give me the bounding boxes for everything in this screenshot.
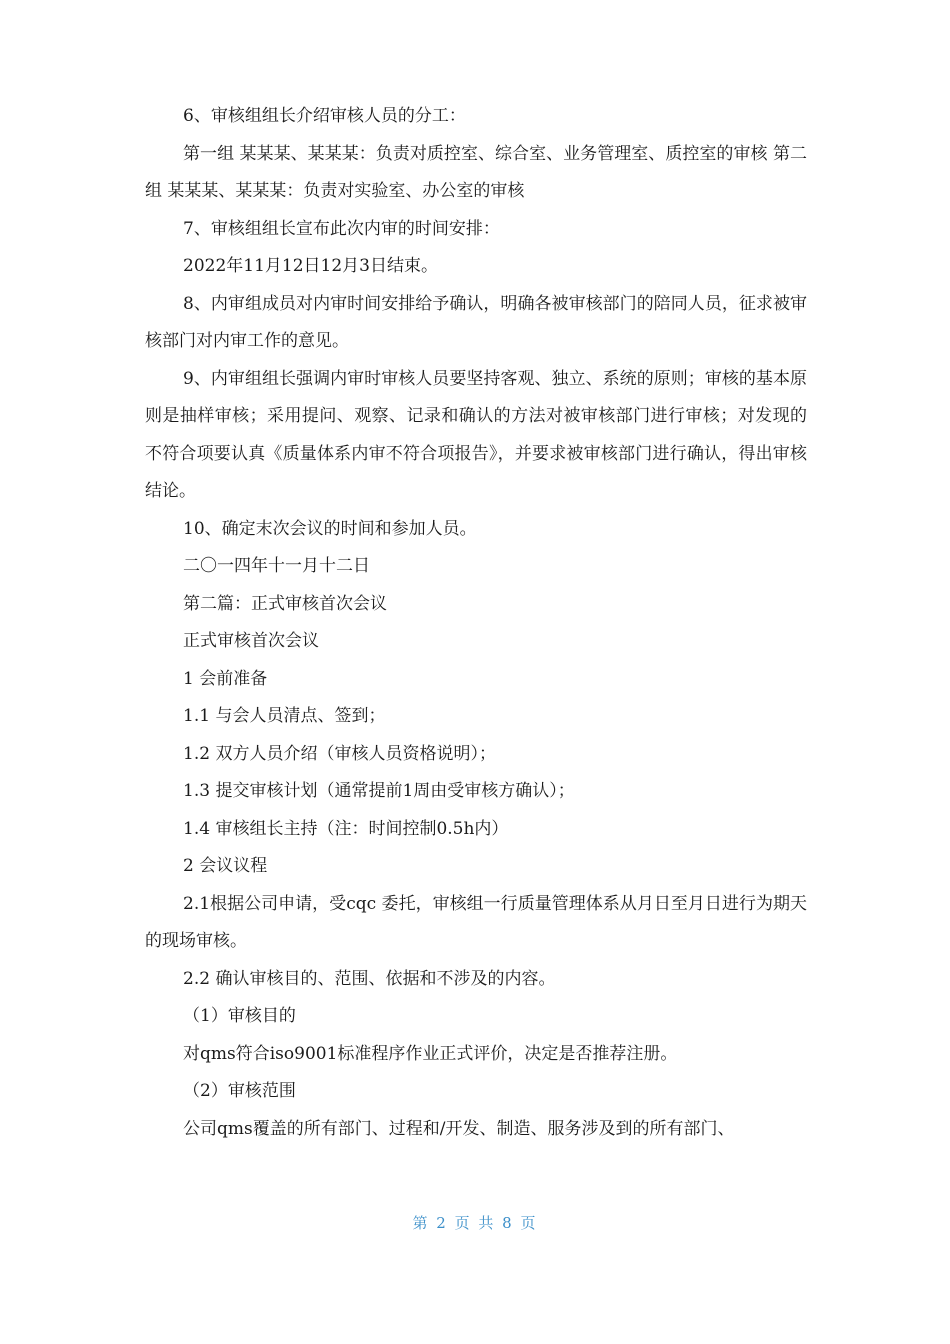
- paragraph: 7、审核组组长宣布此次内审的时间安排：: [183, 218, 500, 239]
- paragraph: 公司qms覆盖的所有部门、过程和/开发、制造、服务涉及到的所有部门、: [183, 1118, 735, 1139]
- paragraph: 2.2 确认审核目的、范围、依据和不涉及的内容。: [183, 968, 556, 989]
- paragraph: 第一组 某某某、某某某：负责对质控室、综合室、业务管理室、质控室的审核 第二组 某某某、某某某：负责对实验室、办公室的审核: [145, 143, 807, 201]
- paragraph: 第二篇：正式审核首次会议: [183, 593, 387, 614]
- paragraph: 正式审核首次会议: [183, 631, 319, 651]
- paragraph: 6、审核组组长介绍审核人员的分工：: [183, 106, 466, 126]
- paragraph: 1 会前准备: [183, 668, 268, 689]
- page-number-footer: 第 2 页 共 8 页: [412, 1214, 538, 1232]
- paragraph: 2.1根据公司申请，受cqc 委托，审核组一行质量管理体系从月日至月日进行为期天的现场审核。: [145, 893, 807, 951]
- paragraph: 8、内审组成员对内审时间安排给予确认，明确各被审核部门的陪同人员，征求被审核部门对内审工作的意见。: [145, 293, 807, 351]
- paragraph: 1.1 与会人员清点、签到；: [183, 706, 386, 726]
- paragraph: 10、确定末次会议的时间和参加人员。: [183, 518, 477, 539]
- paragraph: 对qms符合iso9001标准程序作业正式评价，决定是否推荐注册。: [183, 1043, 678, 1064]
- paragraph: 2022年11月12日12月3日结束。: [183, 256, 438, 276]
- document-body: [145, 98, 807, 1148]
- paragraph: 2 会议议程: [183, 856, 268, 876]
- paragraph: （1）审核目的: [183, 1006, 296, 1026]
- paragraph: 1.2 双方人员介绍（审核人员资格说明）；: [183, 743, 496, 764]
- paragraph: （2）审核范围: [183, 1081, 296, 1101]
- paragraph: 1.3 提交审核计划（通常提前1周由受审核方确认）；: [183, 781, 575, 801]
- paragraph: 9、内审组组长强调内审时审核人员要坚持客观、独立、系统的原则；审核的基本原则是抽样审核；采用提问、观察、记录和确认的方法对被审核部门进行审核；对发现的不符合项要认真《质量体系内审不符合项报告》，并要求被审核部门进行确认，得出审核结论。: [145, 368, 807, 501]
- paragraph: 二〇一四年十一月十二日: [183, 556, 370, 576]
- paragraph: 1.4 审核组长主持（注：时间控制0.5h内）: [183, 818, 509, 839]
